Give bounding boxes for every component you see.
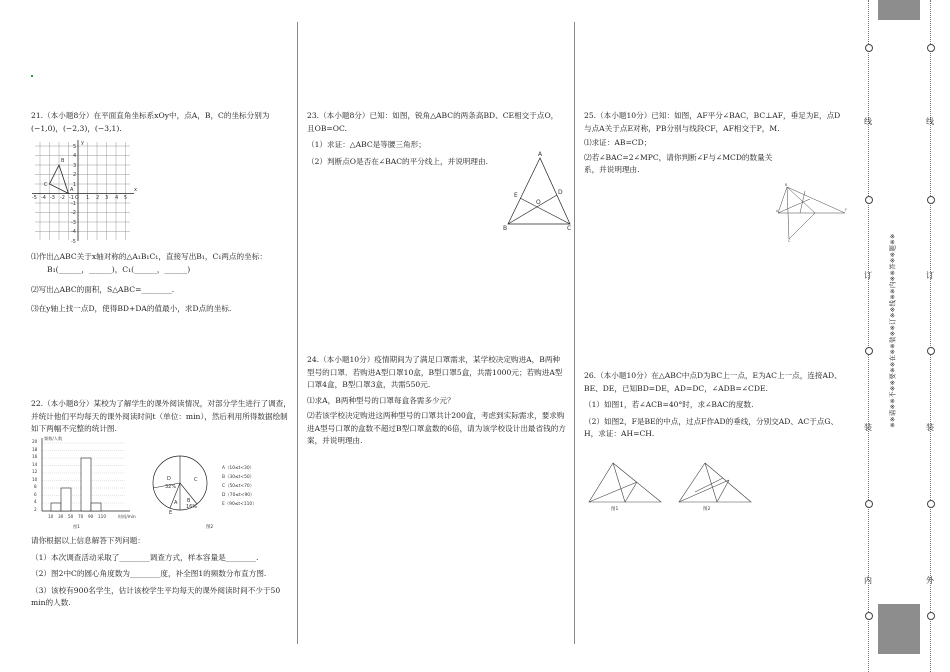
q22-ytick: 18 xyxy=(32,447,38,452)
q24-head: 24.（本小题10分）疫情期间为了满足口罩需求，某学校决定购进A，B两种型号的口罩．若购进A型口罩10盒，B型口罩5盒，共需1000元；若购进A型口罩4盒，B型口罩3盒，共需550元. xyxy=(307,355,563,389)
q25-sub2: ⑵若∠BAC=2∠MPC，请你判断∠F与∠MCD的数量关系，并说明理由. xyxy=(584,152,773,174)
q24-sub1: ⑴求A，B两种型号的口罩每盒各需多少元？ xyxy=(307,395,455,405)
q21-coordinate-grid xyxy=(30,140,140,245)
q21-part2: ⑵写出△ABC的面积，S△ABC=________. xyxy=(31,285,175,294)
q22-histogram xyxy=(30,435,145,530)
q22-head: 22.（本小题8分）某校为了解学生的课外阅读情况，对部分学生进行了调查，并统计他们平均每天的课外阅读时间t（单位：min），然后利用所得数据绘制如下两幅不完整的统计图. xyxy=(31,399,291,433)
q23-label-a: A xyxy=(538,151,543,158)
q21-ytick: 3 xyxy=(73,163,77,169)
q25-head: 25.（本小题10分）已知：如图，AF平分∠BAC，BC⊥AF，垂足为E，点D与点A关于点E对称，PB分别与线段CF，AF相交于P，M. xyxy=(584,111,841,133)
q22-bar xyxy=(91,503,101,511)
q22-sub1: （1）本次调查活动采取了________调查方式，样本容量是________. xyxy=(31,552,259,562)
q21-part1-fill: B₁(______，______)，C₁(______，______) xyxy=(47,264,191,274)
q22-ytick: 6 xyxy=(34,492,37,497)
pie-label-a: A xyxy=(174,500,178,506)
binding-hole xyxy=(927,44,935,52)
q21-part1: ⑴作出△ABC关于x轴对称的△A₁B₁C₁，直接写出B₁，C₁两点的坐标： xyxy=(31,252,267,261)
q26-figure-1 xyxy=(585,460,665,512)
binding-hole xyxy=(927,347,935,355)
q22-xtick: 30 xyxy=(58,514,64,519)
q22-ytick: 16 xyxy=(32,454,38,459)
q23-sub1: （1）求证：△ABC是等腰三角形； xyxy=(307,140,426,149)
q25-sub1: ⑴求证：AB=CD； xyxy=(584,138,652,147)
q22-sub2: （2）图2中C的圆心角度数为________度，补全图1的频数分布直方图. xyxy=(31,569,267,578)
pie-legend-e: E（90≤t<110） xyxy=(222,502,257,507)
binding-hole xyxy=(865,500,873,508)
question-25 xyxy=(584,110,846,177)
svg-text:A: A xyxy=(776,209,779,213)
binding-warning: ※※请※※不※※要※※在※※装※※订※※线※※内※※答※※题※※ xyxy=(888,233,897,428)
q26-sub1: （1）如图1，若∠ACB=40°时，求∠BAC的度数. xyxy=(584,400,754,409)
q22-sub3: （3）该校有900名学生，估计该校学生平均每天的课外阅读时间不少于50 min的人数. xyxy=(31,585,281,607)
q22-pie-chart xyxy=(150,450,275,530)
outer-mark-xian: 线 xyxy=(926,117,934,126)
q25-figure xyxy=(775,183,850,243)
q22-ytick: 4 xyxy=(34,499,37,504)
outer-mark-ding: 订 xyxy=(926,271,934,280)
q21-xtick: 2 xyxy=(96,195,100,201)
q21-ytick: -4 xyxy=(71,229,76,235)
inner-mark-xian: 线 xyxy=(864,117,872,126)
q21-ytick: 2 xyxy=(73,172,77,178)
outer-gray-block xyxy=(878,604,920,654)
inner-mark-ding: 订 xyxy=(864,271,872,280)
binding-hole xyxy=(865,347,873,355)
binding-hole xyxy=(865,612,873,620)
q21-xtick: -3 xyxy=(50,195,55,201)
q22-ask: 请你根据以上信息解答下列问题： xyxy=(31,536,145,545)
q22-bar xyxy=(61,488,71,511)
q21-ytick: -1 xyxy=(71,201,76,207)
q22-y-axis-label: 频数/人数 xyxy=(44,436,63,441)
q21-xtick: -2 xyxy=(60,195,65,201)
q21-label-c: C xyxy=(44,182,48,188)
question-21-parts xyxy=(31,251,293,315)
binding-strip xyxy=(860,0,950,672)
q21-ytick: -5 xyxy=(71,239,76,245)
q21-xtick: -1 xyxy=(69,195,74,201)
q22-ytick: 14 xyxy=(32,462,38,467)
q22-ytick: 2 xyxy=(34,507,37,512)
question-22-parts xyxy=(31,535,293,610)
q26-figure-2 xyxy=(675,460,755,512)
q21-ytick: -2 xyxy=(71,210,76,216)
q21-xtick: 5 xyxy=(124,195,128,201)
q22-x-axis-label: 时间/min xyxy=(118,514,136,519)
svg-text:B: B xyxy=(785,183,788,187)
q23-label-c: C xyxy=(567,225,572,232)
q22-fig1-caption: 图1 xyxy=(73,524,80,529)
q22-xtick: 10 xyxy=(48,514,54,519)
q21-ytick: 1 xyxy=(73,182,77,188)
q22-ytick: 20 xyxy=(32,439,38,444)
outer-mark-zhuang: 装 xyxy=(926,423,934,432)
pie-legend-d: D（70≤t<90） xyxy=(222,493,255,498)
q23-label-e: E xyxy=(514,192,518,199)
outer-binding-line xyxy=(930,0,931,672)
inner-binding-line xyxy=(868,0,869,672)
q26-sub2: （2）如图2，F是BE的中点，过点F作AD的垂线，分别交AD、AC于点G、H，求证：AH=CH. xyxy=(584,416,839,438)
q22-bar xyxy=(51,503,61,511)
binding-hole xyxy=(865,44,873,52)
q22-xtick: 110 xyxy=(98,514,106,519)
outer-gray-block xyxy=(878,0,920,20)
q23-head: 23.（本小题8分）已知：如图，锐角△ABC的两条高BD、CE相交于点O，且OB=OC. xyxy=(307,111,559,133)
outer-mark-wai: 外 xyxy=(926,576,934,585)
pie-label-d-percent: 32% xyxy=(165,484,177,490)
q21-label-y: y xyxy=(81,140,84,146)
q22-ytick: 8 xyxy=(34,484,37,489)
q21-xtick: 4 xyxy=(115,195,119,201)
q21-xtick: 1 xyxy=(86,195,90,201)
inner-mark-zhuang: 装 xyxy=(864,423,872,432)
q21-xtick: O xyxy=(75,195,79,201)
q24-sub2: ⑵若该学校决定购进这两种型号的口罩共计200盒，考虑到实际需求，要求购进A型号口罩的盒数不超过B型口罩盒数的6倍，请为该学校设计出最省钱的方案，并说明理由. xyxy=(307,411,566,445)
q23-label-o: O xyxy=(536,199,541,206)
binding-hole xyxy=(927,612,935,620)
svg-text:F: F xyxy=(845,208,848,212)
q22-xtick: 90 xyxy=(88,514,94,519)
q23-label-d: D xyxy=(558,189,563,196)
q21-label-a: A xyxy=(70,187,74,193)
q26-fig1-caption: 图1 xyxy=(611,507,619,512)
pie-label-b-percent: 16% xyxy=(186,504,198,510)
pie-label-d: D xyxy=(167,476,171,482)
column-divider-1 xyxy=(297,22,298,644)
question-24 xyxy=(307,354,567,448)
pie-label-e: E xyxy=(169,510,173,516)
svg-text:C: C xyxy=(788,239,791,243)
question-21 xyxy=(31,110,291,135)
inner-mark-nei: 内 xyxy=(864,576,872,585)
binding-hole xyxy=(865,196,873,204)
q23-sub2: （2）判断点O是否在∠BAC的平分线上，并说明理由. xyxy=(307,156,488,166)
q21-label-b: B xyxy=(61,158,65,164)
q21-xtick: 3 xyxy=(105,195,109,201)
q22-ytick: 12 xyxy=(32,469,38,474)
q22-fig2-caption: 图2 xyxy=(206,525,214,530)
binding-hole xyxy=(927,500,935,508)
pie-label-c: C xyxy=(194,477,198,483)
q22-xtick: 70 xyxy=(78,514,84,519)
q21-ytick: 4 xyxy=(73,153,77,159)
q23-triangle-figure xyxy=(500,150,575,235)
pie-legend-a: A（10≤t<30） xyxy=(222,466,255,471)
q22-bar xyxy=(81,458,91,511)
q21-xtick: -4 xyxy=(41,195,46,201)
q26-head: 26.（本小题10分）在△ABC中点D为BC上一点，E为AC上一点，连接AD、BE、DE，已知BD=DE，AD=DC，∠ADB=∠CDE. xyxy=(584,371,842,393)
q21-label-x: x xyxy=(134,187,137,193)
q21-head: 21.（本小题8分）在平面直角坐标系xOy中，点A，B，C的坐标分别为(−1,0)，(−2,3)，(−3,1). xyxy=(31,111,270,133)
scan-dot xyxy=(31,75,33,77)
q26-fig2-caption: 图2 xyxy=(703,507,711,512)
q21-part3: ⑶在y轴上找一点D，使得BD+DA的值最小，求D点的坐标. xyxy=(31,303,232,313)
pie-legend-b: B（30≤t<50） xyxy=(222,475,255,480)
question-22 xyxy=(31,398,293,436)
q22-ytick: 10 xyxy=(32,477,38,482)
q21-xtick: -5 xyxy=(32,195,37,201)
pie-label-b: B xyxy=(187,498,191,504)
pie-legend-c: C（50≤t<70） xyxy=(222,484,255,489)
binding-hole xyxy=(927,196,935,204)
q21-ytick: -3 xyxy=(71,220,76,226)
column-divider-2 xyxy=(574,22,575,644)
q23-label-b: B xyxy=(503,225,508,232)
question-26 xyxy=(584,370,846,441)
q21-ytick: 5 xyxy=(73,144,77,150)
q22-xtick: 50 xyxy=(68,514,74,519)
